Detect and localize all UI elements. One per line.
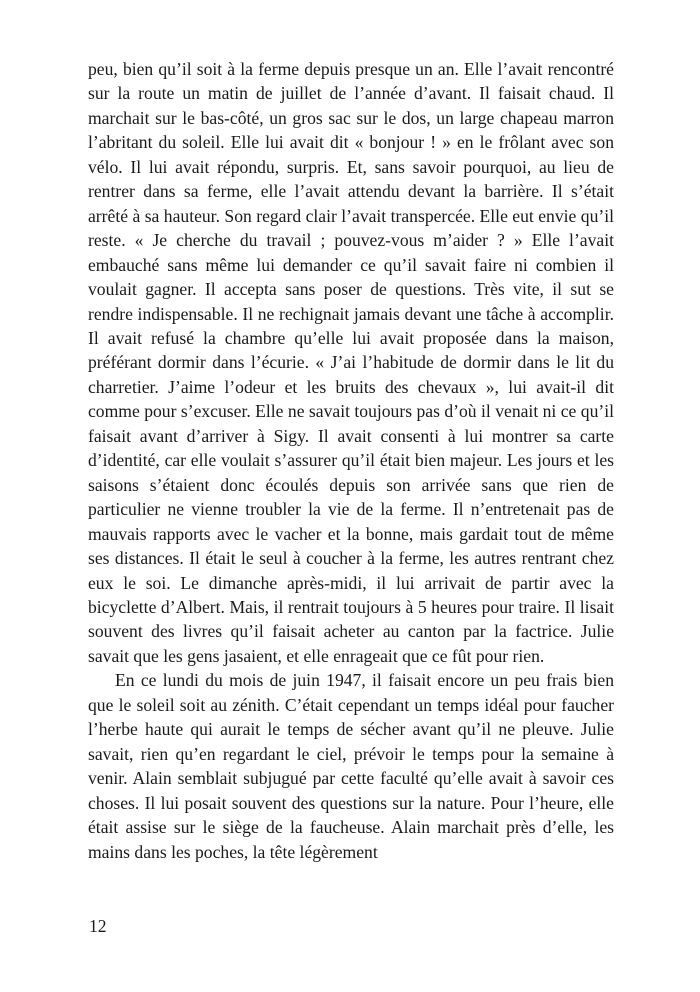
body-text: [88, 57, 614, 864]
paragraph-june-1947: En ce lundi du mois de juin 1947, il faisait encore un peu frais bien que le soleil soit au zénith. C’était cependant un temps idéal pour faucher l’herbe haute qui aurait le temps de sécher avant qu’il ne pleuve. Julie savait, rien qu’en regardant le ciel, prévoir le temps pour la semaine à venir. Alain semblait subjugué par cette faculté qu’elle avait à savoir ces choses. Il lui posait souvent des questions sur la nature. Pour l’heure, elle était assise sur le siège de la faucheuse. Alain marchait près d’elle, les mains dans les poches, la tête légèrement: [88, 670, 614, 862]
paragraph-continued: peu, bien qu’il soit à la ferme depuis presque un an. Elle l’avait rencontré sur la route un matin de juillet de l’année d’avant. Il faisait chaud. Il marchait sur le bas-côté, un gros sac sur le dos, un large chapeau marron l’abritant du soleil. Elle lui avait dit « bonjour ! » en le frôlant avec son vélo. Il lui avait répondu, surpris. Et, sans savoir pourquoi, au lieu de rentrer dans sa ferme, elle l’avait attendu devant la barrière. Il s’était arrêté à sa hauteur. Son regard clair l’avait transpercée. Elle eut envie qu’il reste. « Je cherche du travail ; pouvez-vous m’aider ? » Elle l’avait embauché sans même lui demander ce qu’il savait faire ni combien il voulait gagner. Il accepta sans poser de questions. Très vite, il sut se rendre indispensable. Il ne rechignait jamais devant une tâche à accomplir. Il avait refusé la chambre qu’elle lui avait proposée dans la maison, préférant dormir dans l’écurie. « J’ai l’habitude de dormir dans le lit du charretier. J’aime l’odeur et les bruits des chevaux », lui avait-il dit comme pour s’excuser. Elle ne savait toujours pas d’où il venait ni ce qu’il faisait avant d’arriver à Sigy. Il avait consenti à lui montrer sa carte d’identité, car elle voulait s’assurer qu’il était bien majeur. Les jours et les saisons s’étaient donc écoulés depuis son arrivée sans que rien de particulier ne vienne troubler la vie de la ferme. Il n’entretenait pas de mauvais rapports avec le vacher et la bonne, mais gardait tout de même ses distances. Il était le seul à coucher à la ferme, les autres rentrant chez eux le soi. Le dimanche après-midi, il lui arrivait de partir avec la bicyclette d’Albert. Mais, il rentrait toujours à 5 heures pour traire. Il lisait souvent des livres qu’il faisait acheter au canton par la factrice. Julie savait que les gens jasaient, et elle enrageait que ce fût pour rien.: [88, 59, 614, 666]
page-number: 12: [89, 916, 107, 936]
